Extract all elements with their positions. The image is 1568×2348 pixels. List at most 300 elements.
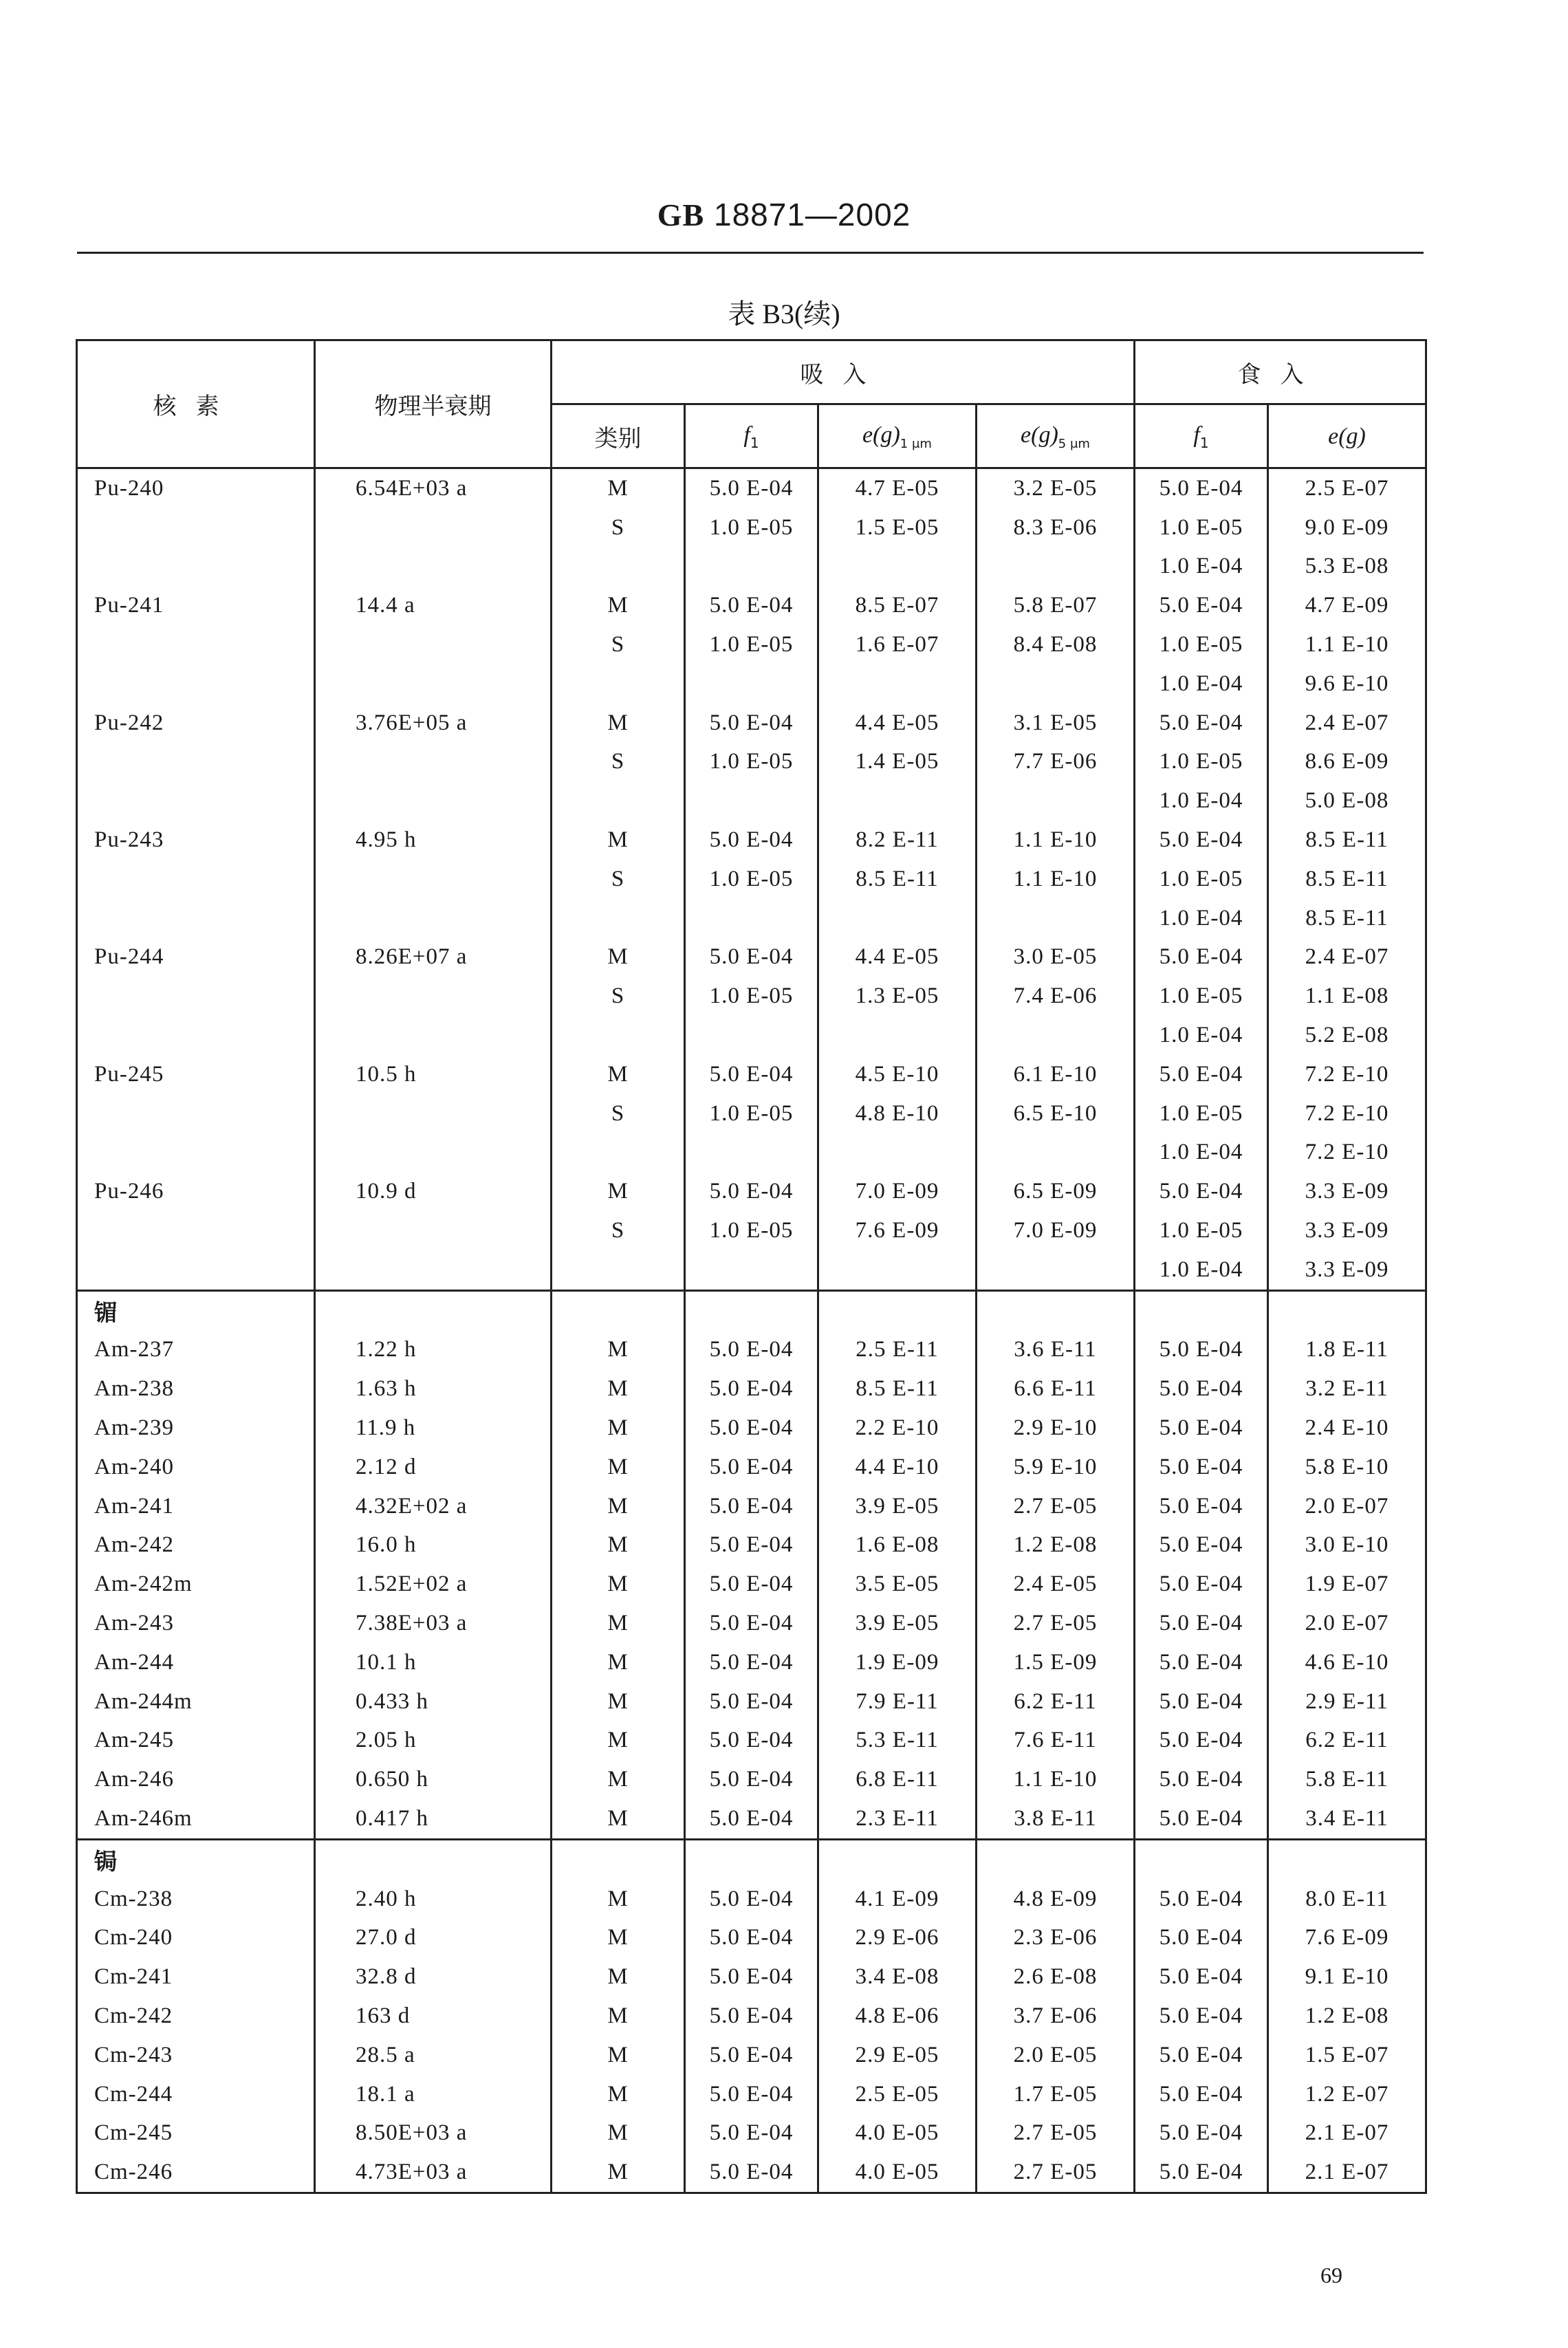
nuclide-cell: Am-241 [77,1487,315,1526]
nuclide-cell: Cm-238 [77,1880,315,1919]
inh-eg-5um-cell: 3.1 E-05 [977,704,1135,743]
ing-f1-cell: 5.0 E-04 [1135,1172,1268,1211]
inh-f1-cell: 5.0 E-04 [685,2075,818,2114]
nuclide-cell [77,547,315,587]
type-cell: S [552,860,685,899]
element-label: 镅 [77,1290,315,1330]
inh-eg-5um-cell: 2.7 E-05 [977,2113,1135,2153]
ing-eg-cell: 3.0 E-10 [1268,1526,1426,1565]
inh-eg-5um-cell: 3.6 E-11 [977,1331,1135,1370]
ing-f1-cell: 5.0 E-04 [1135,704,1268,743]
ing-eg-cell: 1.2 E-08 [1268,1997,1426,2036]
table-row [77,1369,1426,1409]
element-label: 锔 [77,1839,315,1879]
ing-f1-cell: 5.0 E-04 [1135,1682,1268,1721]
inh-f1-cell: 5.0 E-04 [685,1643,818,1682]
ing-f1-cell: 1.0 E-05 [1135,1094,1268,1133]
f1-subscript: 1 [750,434,759,451]
type-cell: S [552,977,685,1016]
inh-f1-cell: 1.0 E-05 [685,1094,818,1133]
ing-f1-cell: 5.0 E-04 [1135,1487,1268,1526]
type-cell: M [552,1799,685,1839]
table-row [77,781,1426,820]
eg5-subscript: 5 μm [1058,436,1090,451]
ing-eg-cell: 3.3 E-09 [1268,1250,1426,1290]
col-type-header: 类别 [552,404,685,468]
half-life-cell: 1.52E+02 a [315,1565,552,1604]
eg1-symbol: e(g) [862,422,900,448]
type-cell: M [552,468,685,508]
half-life-cell: 2.40 h [315,1880,552,1919]
inh-f1-cell: 5.0 E-04 [685,1055,818,1094]
ing-f1-cell: 5.0 E-04 [1135,1643,1268,1682]
nuclide-cell [77,899,315,938]
inh-eg-1um-cell [818,1016,977,1055]
half-life-cell [315,1016,552,1055]
nuclide-cell: Pu-246 [77,1172,315,1211]
inh-f1-cell [685,1016,818,1055]
half-life-cell: 10.5 h [315,1055,552,1094]
ing-eg-cell: 9.1 E-10 [1268,1957,1426,1997]
ing-f1-cell: 1.0 E-04 [1135,1250,1268,1290]
half-life-cell [315,781,552,820]
inh-eg-5um-cell [977,781,1135,820]
ing-eg-cell: 7.2 E-10 [1268,1055,1426,1094]
half-life-cell: 7.38E+03 a [315,1604,552,1643]
ing-eg-cell: 7.6 E-09 [1268,1918,1426,1957]
ing-f1-cell: 5.0 E-04 [1135,468,1268,508]
empty-cell [685,1290,818,1330]
inh-eg-1um-cell: 1.6 E-07 [818,625,977,664]
inh-eg-5um-cell: 6.6 E-11 [977,1369,1135,1409]
half-life-cell: 1.22 h [315,1331,552,1370]
inh-eg-5um-cell: 6.1 E-10 [977,1055,1135,1094]
half-life-cell: 11.9 h [315,1409,552,1448]
type-cell: M [552,1957,685,1997]
ing-f1-cell: 1.0 E-05 [1135,508,1268,547]
col-f1-header [685,404,818,468]
half-life-cell [315,508,552,547]
inh-eg-5um-cell: 3.7 E-06 [977,1997,1135,2036]
inh-eg-1um-cell: 2.5 E-11 [818,1331,977,1370]
half-life-cell: 10.1 h [315,1643,552,1682]
inh-eg-1um-cell: 3.5 E-05 [818,1565,977,1604]
inh-f1-cell: 1.0 E-05 [685,977,818,1016]
nuclide-cell: Am-246m [77,1799,315,1839]
inh-f1-cell: 5.0 E-04 [685,1721,818,1761]
half-life-cell [315,1094,552,1133]
ing-eg-cell: 5.8 E-10 [1268,1448,1426,1487]
table-row [77,704,1426,743]
half-life-cell: 4.32E+02 a [315,1487,552,1526]
type-cell: M [552,1448,685,1487]
ing-eg-cell: 2.1 E-07 [1268,2153,1426,2193]
empty-cell [977,1839,1135,1879]
ing-f1-cell: 1.0 E-04 [1135,664,1268,704]
table-row [77,1799,1426,1839]
inh-f1-cell: 5.0 E-04 [685,1604,818,1643]
ing-eg-cell: 3.2 E-11 [1268,1369,1426,1409]
inh-eg-1um-cell: 8.5 E-11 [818,1369,977,1409]
ing-f1-cell: 1.0 E-04 [1135,899,1268,938]
inh-eg-5um-cell: 3.8 E-11 [977,1799,1135,1839]
inh-eg-5um-cell: 6.5 E-09 [977,1172,1135,1211]
type-cell: M [552,2113,685,2153]
inh-eg-5um-cell [977,664,1135,704]
ing-eg-cell: 9.0 E-09 [1268,508,1426,547]
half-life-cell: 10.9 d [315,1172,552,1211]
ing-eg-cell: 2.9 E-11 [1268,1682,1426,1721]
ing-eg-cell: 1.2 E-07 [1268,2075,1426,2114]
ing-eg-cell: 2.5 E-07 [1268,468,1426,508]
inh-eg-1um-cell [818,899,977,938]
ing-f1-cell: 5.0 E-04 [1135,1957,1268,1997]
ing-f1-cell: 1.0 E-04 [1135,547,1268,587]
nuclide-cell: Cm-244 [77,2075,315,2114]
nuclide-cell: Pu-243 [77,820,315,860]
type-cell: M [552,1604,685,1643]
inh-eg-5um-cell: 2.7 E-05 [977,2153,1135,2193]
table-row [77,1565,1426,1604]
inh-eg-1um-cell: 4.8 E-10 [818,1094,977,1133]
table-row [77,2153,1426,2193]
type-cell: M [552,586,685,625]
type-cell: M [552,1918,685,1957]
inh-eg-5um-cell: 7.0 E-09 [977,1211,1135,1250]
nuclide-cell: Cm-241 [77,1957,315,1997]
inh-eg-5um-cell: 5.8 E-07 [977,586,1135,625]
inh-f1-cell: 5.0 E-04 [685,820,818,860]
half-life-cell: 28.5 a [315,2036,552,2075]
half-life-cell: 18.1 a [315,2075,552,2114]
table-row [77,625,1426,664]
half-life-cell: 6.54E+03 a [315,468,552,508]
inh-eg-1um-cell: 3.4 E-08 [818,1957,977,1997]
inh-f1-cell [685,1250,818,1290]
ing-eg-cell: 8.0 E-11 [1268,1880,1426,1919]
table-row [77,1880,1426,1919]
inh-eg-5um-cell: 7.4 E-06 [977,977,1135,1016]
empty-cell [1135,1290,1268,1330]
ing-f1-cell: 1.0 E-04 [1135,781,1268,820]
ing-f1-cell: 5.0 E-04 [1135,1604,1268,1643]
inh-f1-cell: 5.0 E-04 [685,1760,818,1799]
half-life-cell: 2.05 h [315,1721,552,1761]
inh-eg-1um-cell: 4.0 E-05 [818,2153,977,2193]
eg5-symbol: e(g) [1021,422,1058,448]
inh-eg-1um-cell: 2.3 E-11 [818,1799,977,1839]
inh-eg-1um-cell: 7.6 E-09 [818,1211,977,1250]
nuclide-cell [77,1094,315,1133]
type-cell: M [552,1721,685,1761]
empty-cell [552,1839,685,1879]
nuclide-cell [77,743,315,782]
element-row [77,1839,1426,1879]
table-row [77,1526,1426,1565]
inh-eg-5um-cell [977,1016,1135,1055]
type-cell: S [552,1094,685,1133]
nuclide-cell: Am-246 [77,1760,315,1799]
inh-f1-cell: 5.0 E-04 [685,1799,818,1839]
ing-f1-cell: 5.0 E-04 [1135,1369,1268,1409]
ing-eg-cell: 2.4 E-10 [1268,1409,1426,1448]
half-life-cell: 4.95 h [315,820,552,860]
type-cell: M [552,1369,685,1409]
inh-eg-1um-cell: 1.3 E-05 [818,977,977,1016]
type-cell [552,547,685,587]
inh-eg-5um-cell: 2.6 E-08 [977,1957,1135,1997]
inh-f1-cell: 5.0 E-04 [685,2036,818,2075]
ing-eg-cell: 5.8 E-11 [1268,1760,1426,1799]
type-cell: S [552,1211,685,1250]
inh-eg-1um-cell: 1.4 E-05 [818,743,977,782]
nuclide-cell: Cm-246 [77,2153,315,2193]
inh-eg-1um-cell [818,781,977,820]
ing-eg-cell: 8.5 E-11 [1268,820,1426,860]
type-cell: M [552,2075,685,2114]
nuclide-cell: Pu-241 [77,586,315,625]
ing-f1-cell: 1.0 E-04 [1135,1133,1268,1173]
empty-cell [818,1290,977,1330]
inh-eg-1um-cell: 2.2 E-10 [818,1409,977,1448]
inh-f1-cell: 5.0 E-04 [685,1526,818,1565]
inh-eg-1um-cell: 3.9 E-05 [818,1604,977,1643]
element-row [77,1290,1426,1330]
nuclide-cell: Am-239 [77,1409,315,1448]
dose-coefficient-table [76,339,1427,2194]
nuclide-cell: Am-244m [77,1682,315,1721]
inh-f1-cell: 5.0 E-04 [685,468,818,508]
inh-f1-cell: 1.0 E-05 [685,860,818,899]
ing-f1-cell: 5.0 E-04 [1135,1721,1268,1761]
table-row [77,1250,1426,1290]
inh-eg-1um-cell: 4.7 E-05 [818,468,977,508]
half-life-cell [315,625,552,664]
type-cell: M [552,2036,685,2075]
standard-code: GB [657,197,705,232]
type-cell: M [552,1331,685,1370]
inh-eg-1um-cell: 4.5 E-10 [818,1055,977,1094]
table-row [77,899,1426,938]
inh-f1-cell: 5.0 E-04 [685,1487,818,1526]
page-number: 69 [1320,2263,1342,2287]
half-life-cell [315,899,552,938]
inh-eg-1um-cell: 2.9 E-06 [818,1918,977,1957]
nuclide-cell: Am-238 [77,1369,315,1409]
ing-eg-cell: 3.4 E-11 [1268,1799,1426,1839]
type-cell [552,899,685,938]
table-row [77,1448,1426,1487]
ing-eg-cell: 7.2 E-10 [1268,1094,1426,1133]
ing-eg-cell: 2.1 E-07 [1268,2113,1426,2153]
type-cell: M [552,1760,685,1799]
half-life-cell: 8.50E+03 a [315,2113,552,2153]
inh-eg-5um-cell: 7.6 E-11 [977,1721,1135,1761]
table-row [77,1997,1426,2036]
ing-f1-cell: 1.0 E-05 [1135,1211,1268,1250]
nuclide-cell: Cm-240 [77,1918,315,1957]
ing-f1-cell: 1.0 E-05 [1135,860,1268,899]
inh-f1-cell: 5.0 E-04 [685,2153,818,2193]
inh-eg-5um-cell: 3.2 E-05 [977,468,1135,508]
ing-f1-cell: 5.0 E-04 [1135,1409,1268,1448]
ing-f1-subscript: 1 [1199,434,1209,451]
ing-f1-cell: 5.0 E-04 [1135,1565,1268,1604]
table-header [77,340,1426,468]
table-row [77,664,1426,704]
inh-f1-cell: 5.0 E-04 [685,1565,818,1604]
nuclide-cell [77,1133,315,1173]
ing-eg-cell: 1.1 E-10 [1268,625,1426,664]
inh-eg-5um-cell [977,1250,1135,1290]
type-cell [552,1133,685,1173]
inh-eg-1um-cell: 5.3 E-11 [818,1721,977,1761]
header-rule [77,252,1424,254]
half-life-cell: 14.4 a [315,586,552,625]
half-life-cell [315,547,552,587]
table-row [77,1409,1426,1448]
ing-f1-cell: 1.0 E-05 [1135,625,1268,664]
ing-f1-cell: 5.0 E-04 [1135,1760,1268,1799]
nuclide-cell: Cm-245 [77,2113,315,2153]
ing-f1-cell: 5.0 E-04 [1135,1331,1268,1370]
inh-eg-5um-cell: 2.9 E-10 [977,1409,1135,1448]
ing-f1-cell: 5.0 E-04 [1135,2036,1268,2075]
inh-eg-5um-cell: 7.7 E-06 [977,743,1135,782]
nuclide-cell: Am-237 [77,1331,315,1370]
inh-eg-5um-cell [977,899,1135,938]
ing-eg-cell: 5.0 E-08 [1268,781,1426,820]
half-life-cell: 2.12 d [315,1448,552,1487]
type-cell: M [552,1487,685,1526]
inh-eg-5um-cell: 2.7 E-05 [977,1487,1135,1526]
table-row [77,1487,1426,1526]
ing-eg-symbol: e(g) [1328,424,1366,449]
inh-f1-cell [685,1133,818,1173]
inh-eg-1um-cell: 8.5 E-11 [818,860,977,899]
inh-eg-1um-cell: 7.9 E-11 [818,1682,977,1721]
ing-f1-cell: 1.0 E-04 [1135,1016,1268,1055]
half-life-cell: 4.73E+03 a [315,2153,552,2193]
inh-f1-cell: 5.0 E-04 [685,1448,818,1487]
inh-f1-cell: 5.0 E-04 [685,1172,818,1211]
col-eg1-header [818,404,977,468]
inh-eg-1um-cell: 4.0 E-05 [818,2113,977,2153]
inh-eg-5um-cell: 1.1 E-10 [977,1760,1135,1799]
half-life-cell: 1.63 h [315,1369,552,1409]
ing-eg-cell: 3.3 E-09 [1268,1172,1426,1211]
inh-eg-1um-cell: 7.0 E-09 [818,1172,977,1211]
inh-f1-cell: 1.0 E-05 [685,508,818,547]
type-cell: M [552,1172,685,1211]
inh-f1-cell [685,547,818,587]
half-life-cell [315,743,552,782]
ing-eg-cell: 5.3 E-08 [1268,547,1426,587]
inh-f1-cell: 5.0 E-04 [685,1682,818,1721]
inh-eg-5um-cell: 3.0 E-05 [977,938,1135,977]
half-life-cell: 8.26E+07 a [315,938,552,977]
inh-f1-cell: 5.0 E-04 [685,938,818,977]
empty-cell [977,1290,1135,1330]
ing-f1-cell: 5.0 E-04 [1135,1448,1268,1487]
nuclide-cell [77,508,315,547]
inh-eg-5um-cell: 1.1 E-10 [977,820,1135,860]
inh-eg-1um-cell: 2.5 E-05 [818,2075,977,2114]
ing-eg-cell: 1.9 E-07 [1268,1565,1426,1604]
ing-eg-cell: 5.2 E-08 [1268,1016,1426,1055]
nuclide-cell [77,860,315,899]
table-row [77,1172,1426,1211]
inh-eg-5um-cell: 2.0 E-05 [977,2036,1135,2075]
standard-header [0,196,1568,233]
ing-f1-cell: 1.0 E-05 [1135,977,1268,1016]
inh-eg-1um-cell: 8.2 E-11 [818,820,977,860]
half-life-cell: 16.0 h [315,1526,552,1565]
inh-eg-1um-cell: 4.1 E-09 [818,1880,977,1919]
ing-eg-cell: 8.5 E-11 [1268,899,1426,938]
inh-f1-cell: 5.0 E-04 [685,1331,818,1370]
inh-eg-1um-cell: 1.9 E-09 [818,1643,977,1682]
nuclide-cell: Pu-245 [77,1055,315,1094]
inh-f1-cell: 1.0 E-05 [685,743,818,782]
inh-eg-1um-cell: 1.5 E-05 [818,508,977,547]
inh-f1-cell: 5.0 E-04 [685,1957,818,1997]
table-row [77,1721,1426,1761]
type-cell: S [552,743,685,782]
half-life-cell [315,1250,552,1290]
half-life-cell [315,1211,552,1250]
inh-eg-5um-cell: 6.2 E-11 [977,1682,1135,1721]
type-cell: M [552,704,685,743]
type-cell: S [552,508,685,547]
ing-eg-cell: 4.7 E-09 [1268,586,1426,625]
inh-eg-5um-cell: 2.3 E-06 [977,1918,1135,1957]
nuclide-cell: Am-242m [77,1565,315,1604]
nuclide-cell: Cm-242 [77,1997,315,2036]
nuclide-cell [77,625,315,664]
table-row [77,1760,1426,1799]
half-life-cell: 0.433 h [315,1682,552,1721]
inh-eg-1um-cell: 4.4 E-05 [818,704,977,743]
ing-f1-cell: 5.0 E-04 [1135,1880,1268,1919]
table-row [77,1331,1426,1370]
ing-eg-cell: 2.0 E-07 [1268,1487,1426,1526]
half-life-cell: 163 d [315,1997,552,2036]
type-cell [552,664,685,704]
inh-f1-cell: 1.0 E-05 [685,625,818,664]
inh-eg-1um-cell: 4.4 E-10 [818,1448,977,1487]
type-cell: M [552,1643,685,1682]
ing-eg-cell: 2.4 E-07 [1268,938,1426,977]
inh-eg-5um-cell: 1.5 E-09 [977,1643,1135,1682]
empty-cell [552,1290,685,1330]
inh-f1-cell: 5.0 E-04 [685,1369,818,1409]
inh-eg-5um-cell: 8.4 E-08 [977,625,1135,664]
table-row [77,1133,1426,1173]
table-row [77,2113,1426,2153]
nuclide-cell [77,781,315,820]
nuclide-cell [77,1250,315,1290]
type-cell: M [552,1682,685,1721]
table-row [77,1211,1426,1250]
table-row [77,468,1426,508]
ing-f1-cell: 5.0 E-04 [1135,1055,1268,1094]
ing-f1-cell: 5.0 E-04 [1135,1526,1268,1565]
col-nuclide-header: 核素 [77,340,315,468]
ing-f1-cell: 5.0 E-04 [1135,1997,1268,2036]
inh-f1-cell: 5.0 E-04 [685,1880,818,1919]
ing-f1-cell: 5.0 E-04 [1135,2113,1268,2153]
